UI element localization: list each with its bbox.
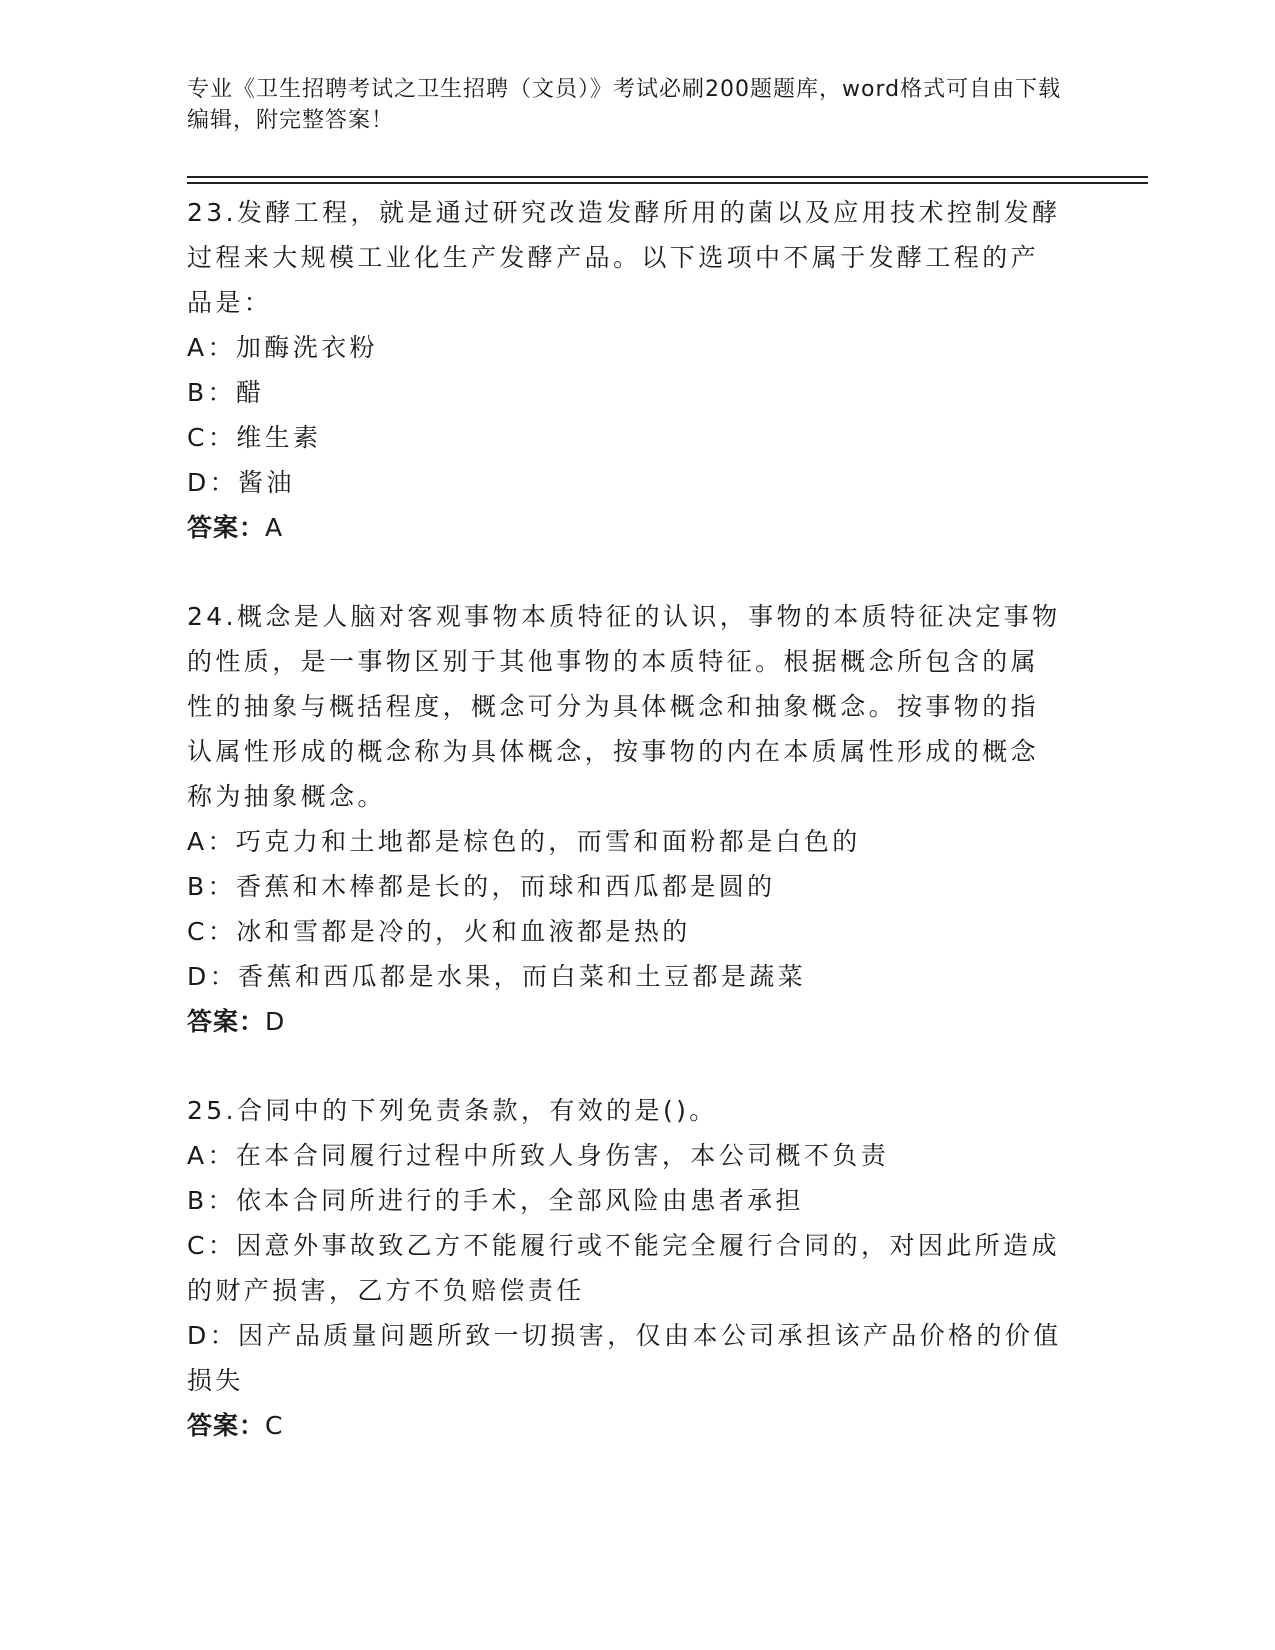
answer-line bbox=[187, 1403, 1067, 1448]
option-c: C：维生素 bbox=[187, 423, 322, 452]
question-23 bbox=[187, 190, 1067, 550]
question-stem: 23.发酵工程，就是通过研究改造发酵所用的菌以及应用技术控制发酵过程来大规模工业化生产发酵产品。以下选项中不属于发酵工程的产品是： bbox=[187, 198, 1061, 317]
answer-value: C bbox=[265, 1411, 284, 1440]
option-d: D：酱油 bbox=[187, 468, 295, 497]
option-a: A：巧克力和土地都是棕色的，而雪和面粉都是白色的 bbox=[187, 827, 861, 856]
question-25 bbox=[187, 1088, 1067, 1448]
option-a: A：加酶洗衣粉 bbox=[187, 333, 378, 362]
header-rule-top bbox=[187, 176, 1148, 178]
option-d: D：香蕉和西瓜都是水果，而白菜和土豆都是蔬菜 bbox=[187, 962, 807, 991]
option-b: B：香蕉和木棒都是长的，而球和西瓜都是圆的 bbox=[187, 872, 776, 901]
answer-line bbox=[187, 999, 1067, 1044]
document-header: 专业《卫生招聘考试之卫生招聘（文员）》考试必刷200题题库，word格式可自由下载编辑，附完整答案！ bbox=[187, 77, 1062, 133]
question-stem: 25.合同中的下列免责条款，有效的是()。 bbox=[187, 1096, 718, 1125]
option-b: B：依本合同所进行的手术，全部风险由患者承担 bbox=[187, 1186, 804, 1215]
header-rule-bottom bbox=[187, 182, 1148, 184]
option-c: C：冰和雪都是冷的，火和血液都是热的 bbox=[187, 917, 691, 946]
question-24 bbox=[187, 594, 1067, 1044]
question-list bbox=[187, 190, 1067, 1492]
option-c: C：因意外事故致乙方不能履行或不能完全履行合同的，对因此所造成的财产损害，乙方不负赔偿责任 bbox=[187, 1231, 1060, 1305]
answer-value: A bbox=[265, 513, 284, 542]
question-stem: 24.概念是人脑对客观事物本质特征的认识，事物的本质特征决定事物的性质，是一事物区别于其他事物的本质特征。根据概念所包含的属性的抽象与概括程度，概念可分为具体概念和抽象概念。按事物的指认属性形成的概念称为具体概念，按事物的内在本质属性形成的概念称为抽象概念。 bbox=[187, 602, 1061, 811]
option-b: B：醋 bbox=[187, 378, 265, 407]
option-d: D：因产品质量问题所致一切损害，仅由本公司承担该产品价格的价值损失 bbox=[187, 1321, 1062, 1395]
option-a: A：在本合同履行过程中所致人身伤害，本公司概不负责 bbox=[187, 1141, 890, 1170]
answer-label: 答案： bbox=[187, 1411, 266, 1440]
answer-label: 答案： bbox=[187, 513, 266, 542]
answer-value: D bbox=[265, 1007, 286, 1036]
answer-line bbox=[187, 505, 1067, 550]
answer-label: 答案： bbox=[187, 1007, 266, 1036]
